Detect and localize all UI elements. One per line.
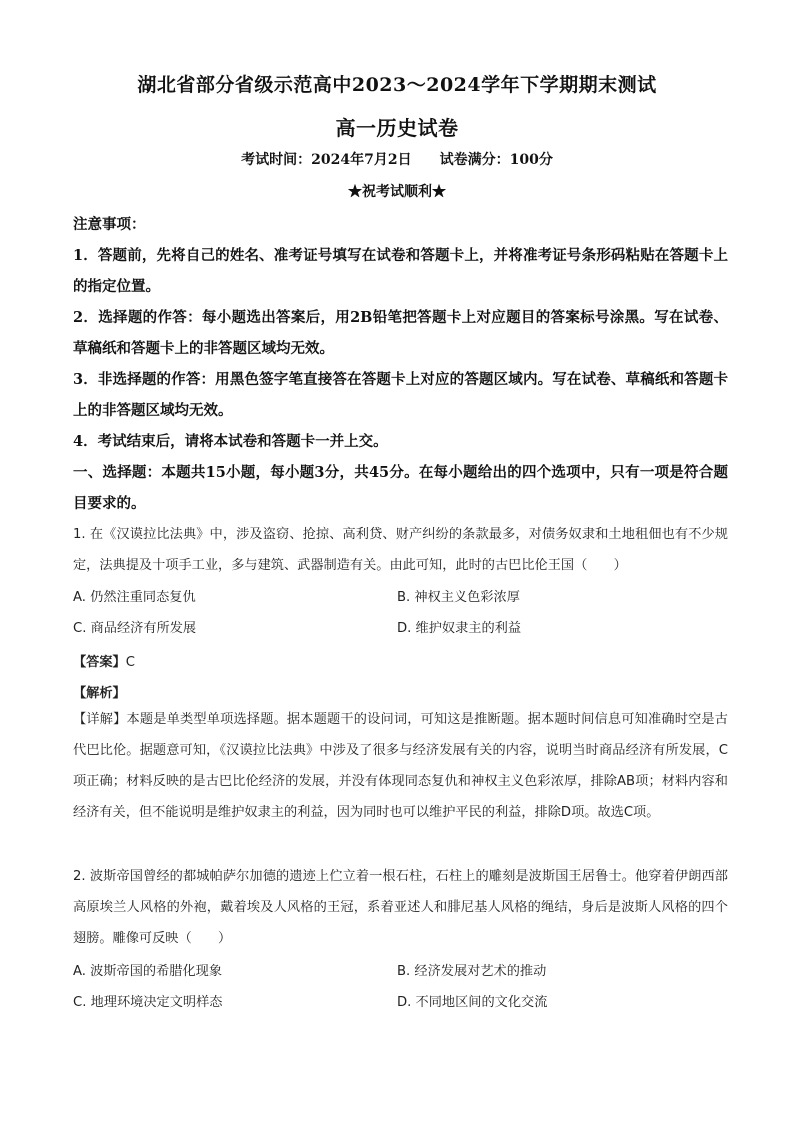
section-1-heading: 一、选择题：本题共15小题，每小题3分，共45分。在每小题给出的四个选项中，只有一项是符合题目要求的。 <box>73 464 728 512</box>
note-item-4: 4．考试结束后，请将本试卷和答题卡一并上交。 <box>73 433 388 450</box>
exam-meta <box>0 149 794 169</box>
question-2-stem: 2. 波斯帝国曾经的都城帕萨尔加德的遗迹上伫立着一根石柱，石柱上的雕刻是波斯国王居鲁士。他穿着伊朗西部高原埃兰人风格的外袍，戴着埃及人风格的王冠，系着亚述人和腓尼基人风格的绳结，身后是波斯人风格的四个翅膀。雕像可反映（ ） <box>73 869 728 946</box>
exam-subtitle: 高一历史试卷 <box>335 116 459 140</box>
q1-analysis-line <box>73 682 728 701</box>
q1-answer-line <box>73 651 728 670</box>
analysis-label: 【解析】 <box>73 686 126 701</box>
notes-heading: 注意事项： <box>73 216 146 233</box>
q2-option-a: A. 波斯帝国的希腊化现象 <box>73 964 223 979</box>
answer-value: C <box>125 655 135 670</box>
exam-time: 考试时间：2024年7月2日 <box>241 152 412 168</box>
note-item-3: 3．非选择题的作答：用黑色签字笔直接答在答题卡上对应的答题区域内。写在试卷、草稿纸和答题卡上的非答题区域均无效。 <box>73 371 728 419</box>
exam-title: 湖北省部分省级示范高中2023～2024学年下学期期末测试 <box>137 74 657 96</box>
q1-option-d: D. 维护奴隶主的利益 <box>397 621 522 636</box>
q2-option-d: D. 不同地区间的文化交流 <box>397 995 548 1010</box>
answer-label: 【答案】 <box>73 655 126 670</box>
q2-option-c: C. 地理环境决定文明样态 <box>73 995 223 1010</box>
full-score: 试卷满分：100分 <box>439 152 553 168</box>
note-item-2: 2．选择题的作答：每小题选出答案后，用2B铅笔把答题卡上对应题目的答案标号涂黑。写在试卷、草稿纸和答题卡上的非答题区域均无效。 <box>73 309 728 357</box>
question-1-stem: 1. 在《汉谟拉比法典》中，涉及盗窃、抢掠、高利贷、财产纠纷的条款最多，对债务奴隶和土地租佃也有不少规定，法典提及十项手工业，多与建筑、武器制造有关。由此可知，此时的古巴比伦王国（ ） <box>73 527 728 573</box>
q1-option-a: A. 仍然注重同态复仇 <box>73 590 196 605</box>
note-item-1: 1．答题前，先将自己的姓名、准考证号填写在试卷和答题卡上，并将准考证号条形码粘贴在答题卡上的指定位置。 <box>73 247 728 295</box>
q1-option-c: C. 商品经济有所发展 <box>73 621 197 636</box>
q2-option-b: B. 经济发展对艺术的推动 <box>397 964 547 979</box>
q1-option-b: B. 神权主义色彩浓厚 <box>397 590 520 605</box>
question-1-detail: 【详解】本题是单类型单项选择题。据本题题干的设问词，可知这是推断题。据本题时间信息可知准确时空是古代巴比伦。据题意可知，《汉谟拉比法典》中涉及了很多与经济发展有关的内容，说明当时商品经济有所发展，C项正确；材料反映的是古巴比伦经济的发展，并没有体现同态复仇和神权主义色彩浓厚，排除AB项；材料内容和经济有关，但不能说明是维护奴隶主的利益，因为同时也可以维护平民的利益，排除D项。故选C项。 <box>73 712 728 820</box>
good-luck-line: ★祝考试顺利★ <box>348 184 446 200</box>
